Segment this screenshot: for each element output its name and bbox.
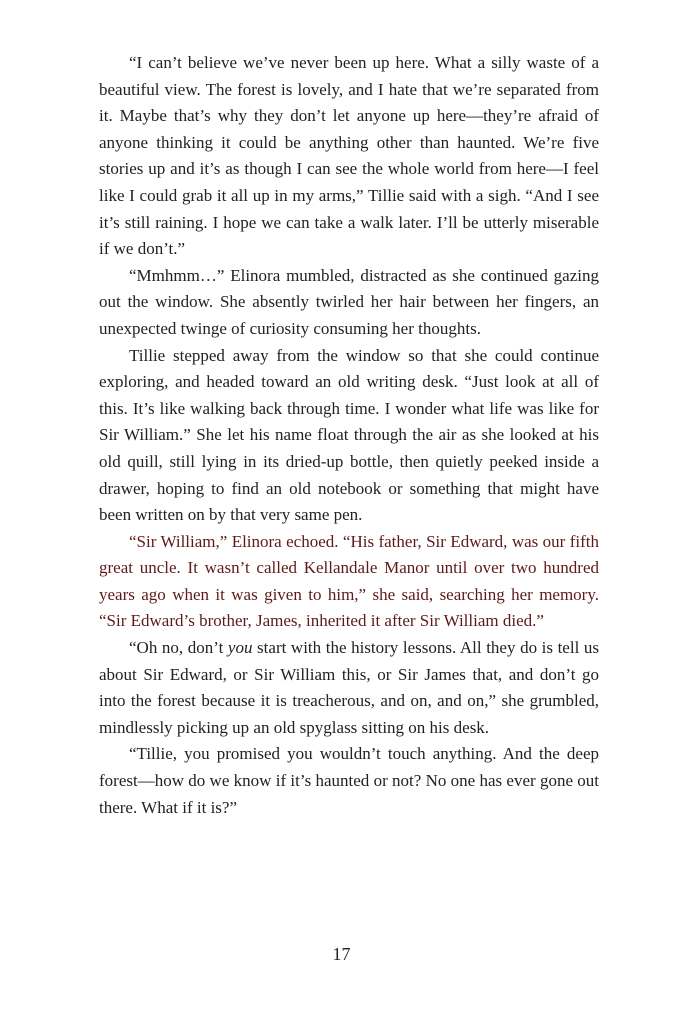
paragraph-3: Tillie stepped away from the window so that she could continue exploring, and headed toward an old writing desk. “Just look at all of this. It’s like walking back through time. I wonder what life was like for Sir William.” She let his name float through the air as she looked at his old quill, still lying in its dried-up bottle, then quietly peeked inside a drawer, hoping to find an old notebook or something that might have been written on by that very same pen. bbox=[99, 345, 599, 525]
paragraph-1: “I can’t believe we’ve never been up here. What a silly waste of a beautiful view. The forest is lovely, and I hate that we’re separated from it. Maybe that’s why they don’t let anyone up here—they’re afraid of anyone thinking it could be anything other than haunted. We’re five stories up and it’s as though I can see the whole world from here—I feel like I could grab it all up in my arms,” Tillie said with a sigh. “And I see it’s still raining. I hope we can take a walk later. I’ll be utterly miserable if we don’t.” bbox=[99, 53, 599, 259]
paragraph-5-emphasis: you bbox=[227, 638, 253, 658]
paragraph-5-start: “Oh no, don’t bbox=[129, 638, 228, 658]
page-number: 17 bbox=[332, 944, 351, 964]
paragraph-4-highlighted: “Sir William,” Elinora echoed. “His father, Sir Edward, was our fifth great uncle. It wasn’t called Kellandale Manor until over two hundred years ago when it was given to him,” she said, searching her memory. “Sir Edward’s brother, James, inherited it after Sir William died.” bbox=[99, 531, 599, 631]
paragraph-5-end: start with the history lessons. All they do is tell us about Sir Edward, or Sir William this, or Sir James that, and don’t go into the forest because it is treacherous, and on, and on,” she grumbled, mindlessly picking up an old spyglass sitting on his desk. bbox=[99, 638, 599, 737]
paragraph-6: “Tillie, you promised you wouldn’t touch anything. And the deep forest—how do we know if it’s haunted or not? No one has ever gone out there. What if it is?” bbox=[99, 744, 599, 817]
paragraph-2: “Mmhmm…” Elinora mumbled, distracted as she continued gazing out the window. She absently twirled her hair between her fingers, an unexpected twinge of curiosity consuming her thoughts. bbox=[99, 265, 599, 338]
body-text bbox=[99, 50, 599, 821]
paragraph-5 bbox=[99, 635, 599, 741]
